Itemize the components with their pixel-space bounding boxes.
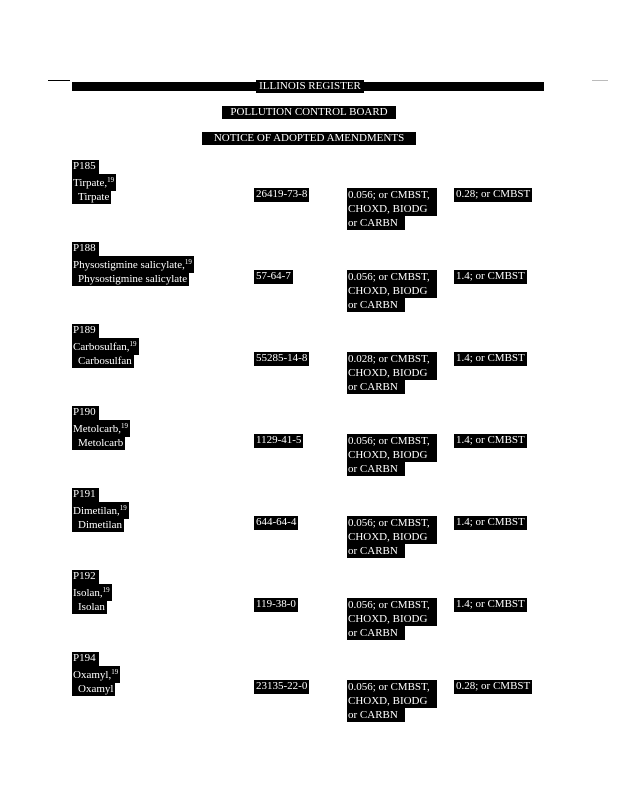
common-name-text: Dimetilan, xyxy=(73,505,120,517)
nonwastewater-standard: 0.28; or CMBST xyxy=(456,680,531,692)
common-name-text: Isolan, xyxy=(73,587,103,599)
wastewater-standard-line: CHOXD, BIODG xyxy=(347,284,437,298)
wastewater-standard-line: CHOXD, BIODG xyxy=(347,530,437,544)
wastewater-standard xyxy=(347,434,437,476)
wastewater-standard-line: or CARBN xyxy=(347,380,405,394)
footnote-ref: 19 xyxy=(107,176,115,184)
wastewater-standard-line: or CARBN xyxy=(347,298,405,312)
nonwastewater-standard: 1.4; or CMBST xyxy=(456,434,525,446)
footnote-ref: 19 xyxy=(120,422,128,430)
wastewater-standard-line: CHOXD, BIODG xyxy=(347,694,437,708)
waste-description xyxy=(72,584,112,614)
waste-code: P188 xyxy=(72,242,99,256)
waste-code: P185 xyxy=(72,160,99,174)
nonwastewater-standard: 1.4; or CMBST xyxy=(456,516,525,528)
regulated-constituent: Physostigmine salicylate xyxy=(72,273,189,287)
waste-code: P189 xyxy=(72,324,99,338)
waste-code: P190 xyxy=(72,406,99,420)
header-rule-right xyxy=(592,80,608,81)
wastewater-standard xyxy=(347,598,437,640)
waste-description xyxy=(72,502,129,532)
common-name-text: Tirpate, xyxy=(73,177,108,189)
wastewater-standard-line: CHOXD, BIODG xyxy=(347,366,437,380)
common-name xyxy=(72,420,130,437)
regulated-constituent: Dimetilan xyxy=(72,519,124,533)
wastewater-standard-line: 0.056; or CMBST, xyxy=(347,188,437,202)
header-rule-left xyxy=(48,80,70,81)
wastewater-standard xyxy=(347,516,437,558)
footnote-ref: 19 xyxy=(119,504,127,512)
cas-number: 23135-22-0 xyxy=(256,680,308,692)
waste-description xyxy=(72,174,116,204)
notice-title: NOTICE OF ADOPTED AMENDMENTS xyxy=(202,132,416,145)
regulated-constituent: Oxamyl xyxy=(72,683,115,697)
regulated-constituent: Tirpate xyxy=(72,191,111,205)
cas-number: 57-64-7 xyxy=(256,270,291,282)
cas-number: 1129-41-5 xyxy=(256,434,302,446)
cas-number: 644-64-4 xyxy=(256,516,297,528)
waste-code: P191 xyxy=(72,488,99,502)
common-name-text: Oxamyl, xyxy=(73,669,112,681)
wastewater-standard-line: 0.056; or CMBST, xyxy=(347,434,437,448)
wastewater-standard-line: 0.056; or CMBST, xyxy=(347,598,437,612)
wastewater-standard-line: CHOXD, BIODG xyxy=(347,202,437,216)
cas-number: 26419-73-8 xyxy=(256,188,308,200)
regulated-constituent: Carbosulfan xyxy=(72,355,134,369)
nonwastewater-standard: 1.4; or CMBST xyxy=(456,598,525,610)
wastewater-standard-line: 0.056; or CMBST, xyxy=(347,270,437,284)
wastewater-standard-line: or CARBN xyxy=(347,708,405,722)
register-title: ILLINOIS REGISTER xyxy=(256,80,364,93)
nonwastewater-standard: 1.4; or CMBST xyxy=(456,352,525,364)
wastewater-standard-line: or CARBN xyxy=(347,216,405,230)
common-name xyxy=(72,666,120,683)
common-name-text: Metolcarb, xyxy=(73,423,121,435)
common-name xyxy=(72,584,112,601)
common-name xyxy=(72,256,194,273)
nonwastewater-standard: 1.4; or CMBST xyxy=(456,270,525,282)
waste-code: P192 xyxy=(72,570,99,584)
footnote-ref: 19 xyxy=(129,340,137,348)
wastewater-standard-line: CHOXD, BIODG xyxy=(347,448,437,462)
regulated-constituent: Metolcarb xyxy=(72,437,125,451)
wastewater-standard-line: or CARBN xyxy=(347,626,405,640)
cas-number: 119-38-0 xyxy=(256,598,296,610)
common-name xyxy=(72,338,139,355)
common-name xyxy=(72,174,116,191)
waste-description xyxy=(72,666,120,696)
cas-number: 55285-14-8 xyxy=(256,352,308,364)
wastewater-standard-line: 0.056; or CMBST, xyxy=(347,680,437,694)
regulated-constituent: Isolan xyxy=(72,601,107,615)
wastewater-standard-line: 0.056; or CMBST, xyxy=(347,516,437,530)
wastewater-standard xyxy=(347,270,437,312)
wastewater-standard xyxy=(347,188,437,230)
wastewater-standard xyxy=(347,352,437,394)
board-title: POLLUTION CONTROL BOARD xyxy=(222,106,396,119)
waste-description xyxy=(72,420,130,450)
common-name-text: Carbosulfan, xyxy=(73,341,130,353)
footnote-ref: 19 xyxy=(111,668,119,676)
wastewater-standard-line: or CARBN xyxy=(347,544,405,558)
wastewater-standard-line: CHOXD, BIODG xyxy=(347,612,437,626)
common-name-text: Physostigmine salicylate, xyxy=(73,259,185,271)
nonwastewater-standard: 0.28; or CMBST xyxy=(456,188,531,200)
footnote-ref: 19 xyxy=(102,586,110,594)
wastewater-standard-line: 0.028; or CMBST, xyxy=(347,352,437,366)
wastewater-standard-line: or CARBN xyxy=(347,462,405,476)
common-name xyxy=(72,502,129,519)
waste-description xyxy=(72,338,139,368)
waste-description xyxy=(72,256,194,286)
waste-code: P194 xyxy=(72,652,99,666)
wastewater-standard xyxy=(347,680,437,722)
footnote-ref: 19 xyxy=(184,258,192,266)
